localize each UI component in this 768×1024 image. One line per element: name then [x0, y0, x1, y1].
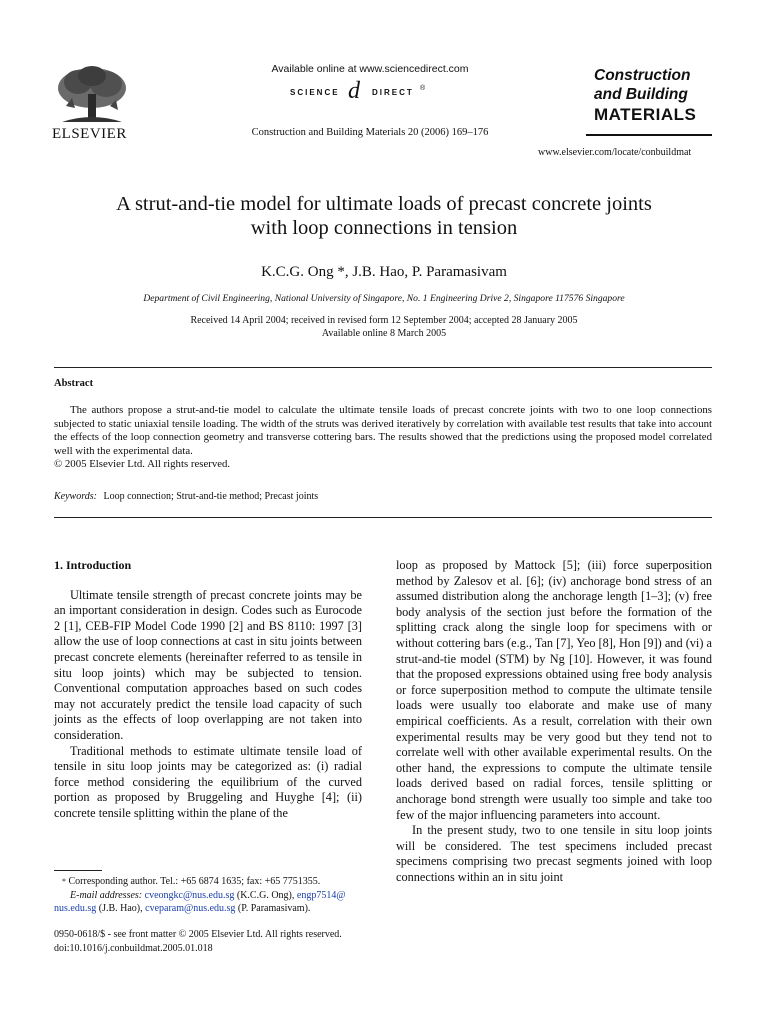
footnote-emails	[54, 889, 374, 903]
abstract-body	[54, 404, 712, 472]
left-column	[54, 558, 362, 822]
sciencedirect-left: SCIENCE	[290, 88, 340, 97]
right-paragraph-1: loop as proposed by Mattock [5]; (iii) force superposition method by Zalesov et al. [6]; (iv) anchorage bond stress of an assumed distribution along the anchorage length [1–3]; (v) free body analysis of the section just before the formation of the splitting crack along the single loop for specimens with or without cottering bars (e.g., Tan [7], Yeo [8], Hon [9]) and (vi) a strut-and-tie model (STM) by Ng [10]. However, it was found that the proposed expressions obtained using free body analysis or force superposition method to compute the ultimate tensile loads were usually too elaborate and make use of many empirical coefficients. As a result, correlation with their own experimental results may be very good but they tend not to correlate well with other available experimental results. On the other hand, the expressions to compute the ultimate tensile loads derived based on radial forces, tensile splitting or anchorage bond strength were usually too simple and take too few of the major influencing parameters into account.	[396, 558, 712, 822]
sciencedirect-sup: ®	[420, 85, 426, 92]
issn-line: 0950-0618/$ - see front matter © 2005 Elsevier Ltd. All rights reserved.	[54, 929, 342, 940]
email-name-paramasivam: (P. Paramasivam).	[237, 903, 311, 914]
front-matter	[54, 928, 384, 955]
footnote-marker: *	[62, 877, 66, 886]
footnote-rule	[54, 870, 102, 871]
email-name-ong: (K.C.G. Ong),	[236, 889, 295, 901]
abstract-text: The authors propose a strut-and-tie model to calculate the ultimate tensile loads of precast concrete joints with two to one loop connections subjected to static uniaxial tensile loading. The width of the struts was derived iteratively by correlation with available test results that take into account the effects of the loop connection geometry and transverse cottering bars. The results showed that the predictions using the proposed model correlated well with the experimental data.	[54, 404, 712, 457]
affiliation: Department of Civil Engineering, National University of Singapore, No. 1 Engineering Drive 2, Singapore 117576 Singapore	[143, 293, 625, 304]
section-heading-introduction: 1. Introduction	[54, 558, 132, 572]
abstract-copyright: © 2005 Elsevier Ltd. All rights reserved.	[54, 458, 231, 470]
sciencedirect-logo	[290, 78, 460, 104]
footnote-corresponding	[54, 875, 374, 889]
journal-logo-line1: Construction	[594, 67, 691, 84]
email-link-ong[interactable]: cveongkc@nus.edu.sg	[144, 889, 235, 901]
tree-icon	[52, 62, 132, 126]
abstract-heading: Abstract	[54, 378, 94, 389]
journal-logo-line3: MATERIALS	[594, 105, 697, 124]
available-online-date: Available online 8 March 2005	[321, 328, 447, 339]
sciencedirect-right: DIRECT	[372, 88, 414, 97]
received-dates: Received 14 April 2004; received in revised form 12 September 2004; accepted 28 January 2005	[190, 315, 578, 326]
journal-logo	[594, 66, 724, 126]
email-link-paramasivam[interactable]: cveparam@nus.edu.sg	[145, 903, 236, 914]
email-link-hao-cont[interactable]: nus.edu.sg	[54, 903, 97, 914]
footnote-corresponding-text: Corresponding author. Tel.: +65 6874 1635; fax: +65 7751355.	[68, 876, 321, 887]
journal-logo-line2: and Building	[594, 86, 688, 103]
footnote	[54, 875, 374, 916]
abstract-bottom-rule	[54, 517, 712, 518]
elsevier-tree-logo	[52, 62, 132, 126]
journal-reference: Construction and Building Materials 20 (2006) 169–176	[251, 127, 489, 138]
publisher-name: ELSEVIER	[52, 126, 127, 142]
keywords	[54, 491, 318, 502]
footnote-emails-cont	[54, 902, 374, 916]
email-name-hao: (J.B. Hao),	[98, 903, 143, 914]
authors: K.C.G. Ong *, J.B. Hao, P. Paramasivam	[261, 264, 507, 280]
intro-paragraph-1: Ultimate tensile strength of precast concrete joints may be an important consideration in design. Codes such as Eurocode 2 [1], CEB-FIP Model Code 1990 [2] and BS 8110: 1997 [3] allow the use of loop connections at cast in situ joints between precast concrete elements (hereinafter referred to as tensile in situ loop joints) which may be subjected to tension. Conventional computation approaches based on such codes may not accurately predict the tensile load capacity of such joints as the effects of loop overlapping are not taken into consideration.	[54, 587, 362, 742]
article-title-line2: with loop connections in tension	[250, 217, 518, 239]
email-label: E-mail addresses:	[70, 889, 143, 901]
available-online: Available online at www.sciencedirect.com	[271, 63, 469, 75]
keywords-list: Loop connection; Strut-and-tie method; Precast joints	[103, 491, 319, 502]
article-title-line1: A strut-and-tie model for ultimate loads of precast concrete joints	[116, 193, 652, 215]
right-paragraph-2: In the present study, two to one tensile in situ loop joints will be considered. The test specimens included precast specimens comprising two precast segments joined with loop connections within an in situ joint	[396, 823, 712, 884]
journal-logo-rule	[586, 134, 712, 136]
article-title	[40, 192, 728, 240]
keywords-label: Keywords:	[54, 491, 97, 502]
doi-line: doi:10.1016/j.conbuildmat.2005.01.018	[54, 942, 213, 954]
email-link-hao[interactable]: engp7514@	[296, 889, 346, 901]
journal-url[interactable]: www.elsevier.com/locate/conbuildmat	[538, 147, 692, 158]
sciencedirect-d-icon: d	[348, 78, 360, 104]
right-column	[396, 558, 712, 885]
abstract-top-rule	[54, 367, 712, 368]
intro-paragraph-2: Traditional methods to estimate ultimate tensile load of tensile in situ loop joints may be categorized as: (i) radial force method considering the equilibrium of the curved portion as proposed by Bruggeling and Huyghe [4]; (ii) concrete tensile splitting within the plane of the	[54, 743, 362, 820]
